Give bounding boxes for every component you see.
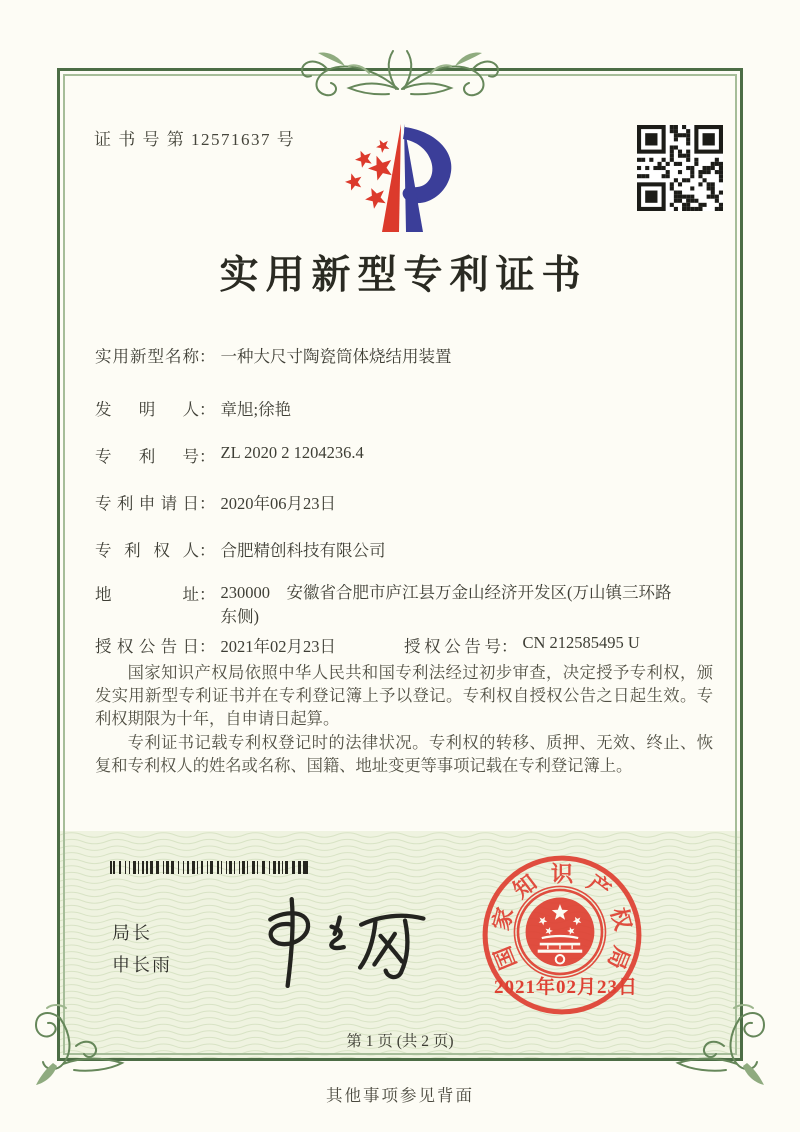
page-number: 第 1 页 (共 2 页): [346, 1033, 454, 1050]
field-value: 2021年02月23日: [220, 637, 336, 656]
field-label: 专利权人: [95, 541, 199, 560]
field-label: 地址: [95, 585, 199, 604]
signature-icon: [233, 893, 428, 990]
field-value: 章旭;徐艳: [220, 400, 292, 419]
colon: ：: [199, 447, 216, 466]
field-value: 230000 安徽省合肥市庐江县万金山经济开发区(万山镇三环路东侧): [220, 583, 672, 626]
qr-code: [637, 125, 723, 211]
back-note: 其他事项参见背面: [326, 1086, 474, 1105]
field-label: 专利申请日: [95, 494, 199, 513]
field-label: 授权公告号: [404, 637, 501, 656]
svg-text:产: 产: [582, 869, 616, 904]
cnipa-logo-icon: [335, 112, 470, 237]
field-value: 2020年06月23日: [220, 494, 336, 513]
director-title: 局长: [112, 923, 152, 943]
colon: ：: [199, 637, 216, 656]
colon: ：: [199, 400, 216, 419]
field-row-grant-no: [404, 633, 640, 657]
field-row-patent-no: [95, 443, 364, 467]
field-row-patentee: [95, 537, 386, 561]
field-row-inventor: [95, 396, 291, 420]
svg-text:国: 国: [489, 942, 522, 973]
svg-text:识: 识: [550, 861, 574, 887]
colon: ：: [501, 637, 518, 656]
field-label: 发明人: [95, 400, 199, 419]
barcode: [110, 861, 310, 874]
colon: ：: [199, 585, 216, 604]
field-value: ZL 2020 2 1204236.4: [220, 443, 364, 462]
top-flourish-ornament: [283, 42, 517, 108]
director-name: 申长雨: [112, 955, 172, 975]
colon: ：: [199, 347, 216, 366]
field-row-filing-date: [95, 490, 336, 514]
legal-paragraph: 国家知识产权局依照中华人民共和国专利法经过初步审查，决定授予专利权，颁发实用新型专利证书并在专利登记簿上予以登记。专利权自授权公告之日起生效。专利权期限为十年，自申请日起算。: [95, 663, 713, 729]
national-emblem-icon: [514, 886, 605, 977]
colon: ：: [199, 494, 216, 513]
legal-text: [95, 661, 713, 777]
field-label: 专利号: [95, 447, 199, 466]
svg-text:家: 家: [488, 904, 519, 933]
certificate-number: 证 书 号 第 12571637 号: [94, 130, 296, 149]
seal-date: 2021年02月23日: [493, 977, 638, 998]
field-value: CN 212585495 U: [522, 633, 640, 652]
field-label: 实用新型名称: [95, 347, 199, 366]
field-value: 一种大尺寸陶瓷筒体烧结用装置: [220, 347, 452, 366]
field-value: 合肥精创科技有限公司: [220, 541, 386, 560]
svg-text:知: 知: [508, 869, 542, 904]
field-row-grant-date: [95, 633, 336, 657]
legal-paragraph: 专利证书记载专利权登记时的法律状况。专利权的转移、质押、无效、终止、恢复和专利权人的姓名或名称、国籍、地址变更等事项记载在专利登记簿上。: [95, 732, 713, 775]
field-row-name: [95, 343, 452, 367]
certificate-title: 实用新型专利证书: [219, 254, 588, 297]
logo-stars: [345, 140, 392, 209]
field-row-address: [95, 581, 673, 629]
svg-text:权: 权: [605, 904, 636, 933]
field-label: 授权公告日: [95, 637, 199, 656]
svg-text:局: 局: [602, 942, 635, 973]
colon: ：: [199, 541, 216, 560]
